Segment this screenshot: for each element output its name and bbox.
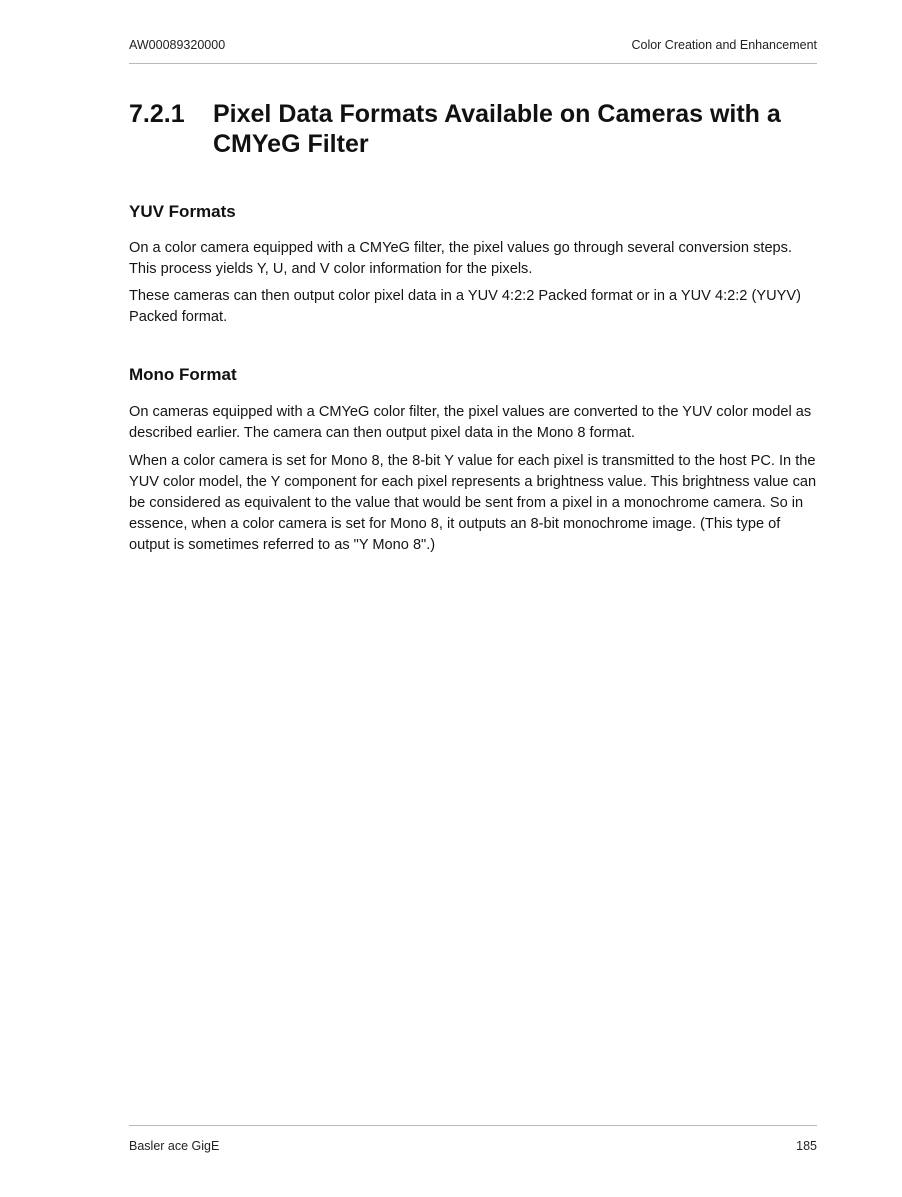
mono-format-heading: Mono Format [129, 365, 237, 384]
mono-paragraph-2: When a color camera is set for Mono 8, the 8-bit Y value for each pixel is transmitted to the host PC. In the YUV color model, the Y component for each pixel represents a brightness value. This brightness value can be considered as equivalent to the value that would be sent from a pixel in a monochrome camera. So in essence, when a color camera is set for Mono 8, it outputs an 8-bit monochrome image. (This type of output is sometimes referred to as "Y Mono 8".) [129, 453, 817, 553]
header-divider [129, 63, 817, 64]
section-title: Pixel Data Formats Available on Cameras with a CMYeG Filter [213, 100, 781, 158]
page-footer [129, 1139, 817, 1159]
document-id: AW00089320000 [129, 38, 226, 52]
chapter-title: Color Creation and Enhancement [631, 38, 817, 52]
product-name: Basler ace GigE [129, 1139, 220, 1153]
yuv-paragraph-1: On a color camera equipped with a CMYeG filter, the pixel values go through several conversion steps. This process yields Y, U, and V color information for the pixels. [129, 240, 793, 277]
yuv-paragraph-2: These cameras can then output color pixel data in a YUV 4:2:2 Packed format or in a YUV 4:2:2 (YUYV) Packed format. [129, 288, 801, 325]
section-number: 7.2.1 [129, 100, 185, 128]
page-header [129, 38, 817, 58]
yuv-formats-heading: YUV Formats [129, 202, 236, 221]
page-number: 185 [796, 1139, 817, 1153]
mono-paragraph-1: On cameras equipped with a CMYeG color filter, the pixel values are converted to the YUV color model as described earlier. The camera can then output pixel data in the Mono 8 format. [129, 404, 812, 441]
footer-divider [129, 1125, 817, 1126]
